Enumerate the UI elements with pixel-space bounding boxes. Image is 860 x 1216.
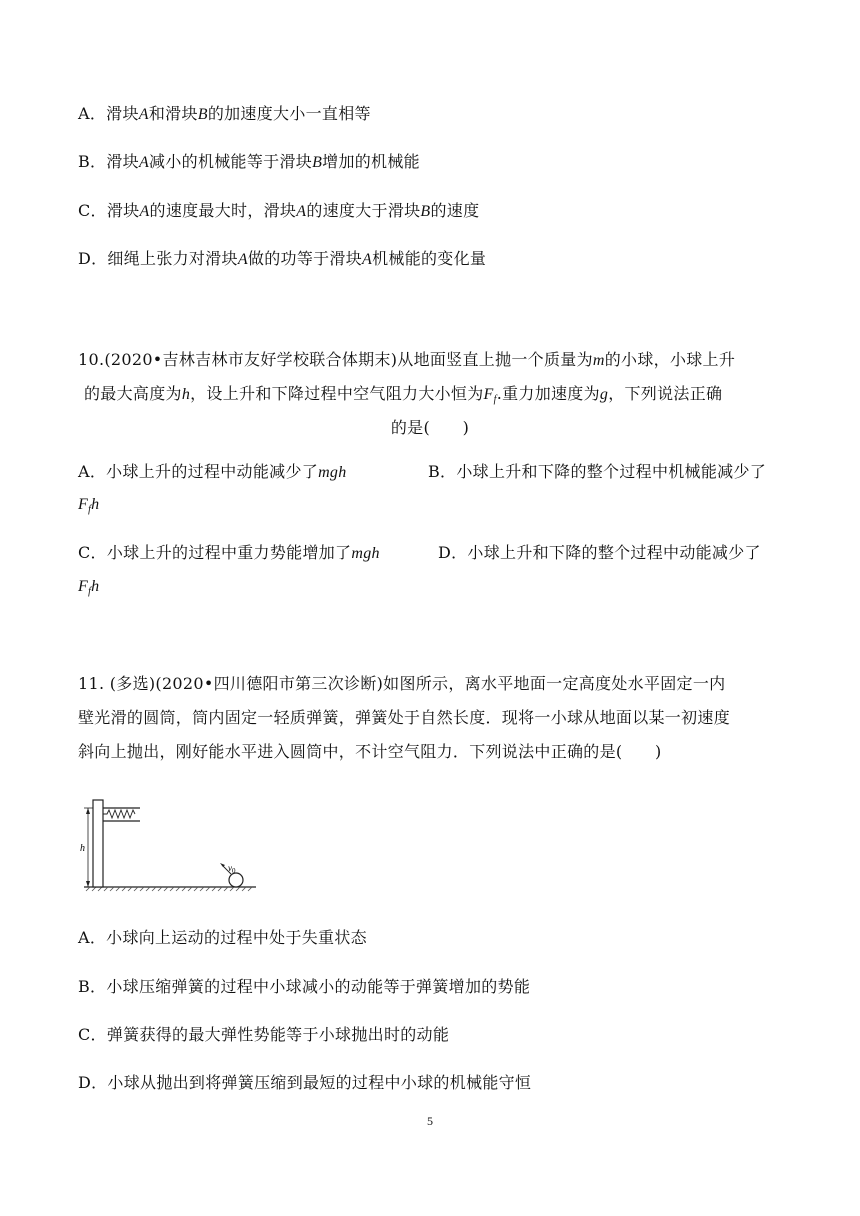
q9-option-c-text: 的速度最大时，滑块	[149, 201, 297, 220]
q9-option-b-text: B．滑块	[78, 152, 139, 171]
var-g: g	[599, 386, 609, 403]
var-mgh: mgh	[351, 545, 380, 562]
var-h: h	[91, 496, 100, 513]
q10-option-c-text: C．小球上升的过程中重力势能增加了	[78, 543, 352, 562]
wall-post	[93, 800, 103, 887]
var-m: m	[592, 352, 605, 369]
var-mgh: mgh	[318, 464, 347, 481]
velocity-subscript: 0	[232, 867, 236, 875]
spring	[103, 810, 135, 818]
q11-stem-line2	[78, 708, 730, 728]
q11-option-c	[78, 1025, 449, 1045]
q10-stem-text: 的小球，小球上升	[604, 350, 736, 369]
q9-option-b-text: 增加的机械能	[322, 152, 420, 171]
q10-stem-text: 10.(2020•吉林吉林市友好学校联合体期末)从地面竖直上抛一个质量为	[78, 350, 593, 369]
var-f-subscript: f	[88, 504, 92, 515]
arrow-head-icon	[86, 808, 90, 814]
q10-stem-line3	[0, 418, 860, 438]
q9-option-c-text: C．滑块	[78, 201, 140, 220]
q10-option-a	[78, 462, 347, 483]
ball	[229, 873, 243, 887]
q10-option-d-text: D．小球上升和下降的整个过程中动能减少了	[438, 543, 761, 562]
q10-option-c	[78, 543, 380, 564]
q10-option-a-text: A．小球上升的过程中动能减少了	[78, 462, 319, 481]
var-h: h	[181, 386, 191, 403]
q11-stem-line3	[78, 742, 662, 762]
velocity-symbol: v	[228, 863, 232, 873]
q9-option-a-text: A．滑块	[78, 104, 139, 123]
q9-option-c	[78, 201, 479, 222]
q10-option-b-continuation	[78, 494, 99, 520]
q10-option-d-continuation	[78, 576, 99, 602]
q9-option-d-text: 做的功等于滑块	[247, 249, 363, 268]
q10-stem-text: 的最大高度为	[84, 384, 182, 403]
var-b: B	[312, 154, 323, 171]
q9-option-d	[78, 249, 486, 270]
q9-option-a-text: 的加速度大小一直相等	[207, 104, 371, 123]
var-b: B	[420, 203, 431, 220]
q11-option-a-text: A．小球向上运动的过程中处于失重状态	[78, 928, 367, 947]
q9-option-d-text: 机械能的变化量	[372, 249, 487, 268]
var-a: A	[296, 203, 307, 220]
var-f-subscript: f	[88, 586, 92, 597]
var-f: F	[483, 386, 494, 403]
q9-option-a-text: 和滑块	[148, 104, 198, 123]
var-f-subscript: f	[493, 394, 497, 405]
velocity-label	[228, 863, 236, 875]
var-a: A	[139, 203, 150, 220]
q11-option-d-text: D．小球从抛出到将弹簧压缩到最短的过程中小球的机械能守恒	[78, 1073, 532, 1092]
page-number: 5	[427, 1114, 433, 1128]
height-label: h	[80, 843, 85, 854]
var-a: A	[237, 251, 248, 268]
q11-stem-line1	[78, 674, 725, 694]
var-a: A	[138, 154, 150, 171]
q11-option-b	[78, 977, 530, 997]
q11-stem-text: 壁光滑的圆筒，筒内固定一轻质弹簧，弹簧处于自然长度．现将一小球从地面以某一初速度	[78, 708, 731, 727]
q10-stem-line2	[84, 384, 722, 410]
var-a: A	[362, 251, 373, 268]
q9-option-d-text: D．细绳上张力对滑块	[78, 249, 238, 268]
q10-option-d	[438, 543, 761, 563]
q9-option-c-text: 的速度	[430, 201, 480, 220]
var-h: h	[91, 578, 100, 595]
arrow-head-icon	[220, 863, 225, 867]
q10-stem-text: ，设上升和下降过程中空气阻力大小恒为	[190, 384, 484, 403]
var-f: F	[78, 496, 89, 513]
var-a: A	[138, 106, 149, 123]
q11-option-a	[78, 928, 367, 948]
q9-option-b	[78, 152, 420, 173]
q11-figure	[76, 788, 276, 900]
q9-option-b-text: 减小的机械能等于滑块	[149, 152, 313, 171]
q11-stem-text: 11. (多选)(2020•四川德阳市第三次诊断)如图所示，离水平地面一定高度处水平固定一内	[78, 674, 726, 693]
q11-option-b-text: B．小球压缩弹簧的过程中小球减小的动能等于弹簧增加的势能	[78, 977, 531, 996]
q10-option-b	[428, 462, 766, 482]
q11-option-d	[78, 1073, 531, 1093]
q11-option-c-text: C．弹簧获得的最大弹性势能等于小球抛出时的动能	[78, 1025, 450, 1044]
q10-stem-text: .重力加速度为	[496, 384, 600, 403]
var-f: F	[78, 578, 89, 595]
q9-option-c-text: 的速度大于滑块	[306, 201, 421, 220]
q10-stem-text: ，下列说法正确	[608, 384, 723, 403]
q10-stem-text: 的是( )	[390, 418, 470, 437]
q10-stem-line1	[78, 350, 735, 371]
q11-stem-text: 斜向上抛出，刚好能水平进入圆筒中，不计空气阻力．下列说法中正确的是( )	[78, 742, 662, 761]
var-b: B	[197, 106, 208, 123]
q9-option-a	[78, 104, 371, 125]
arrow-head-icon	[86, 881, 90, 887]
q10-option-b-text: B．小球上升和下降的整个过程中机械能减少了	[428, 462, 767, 481]
